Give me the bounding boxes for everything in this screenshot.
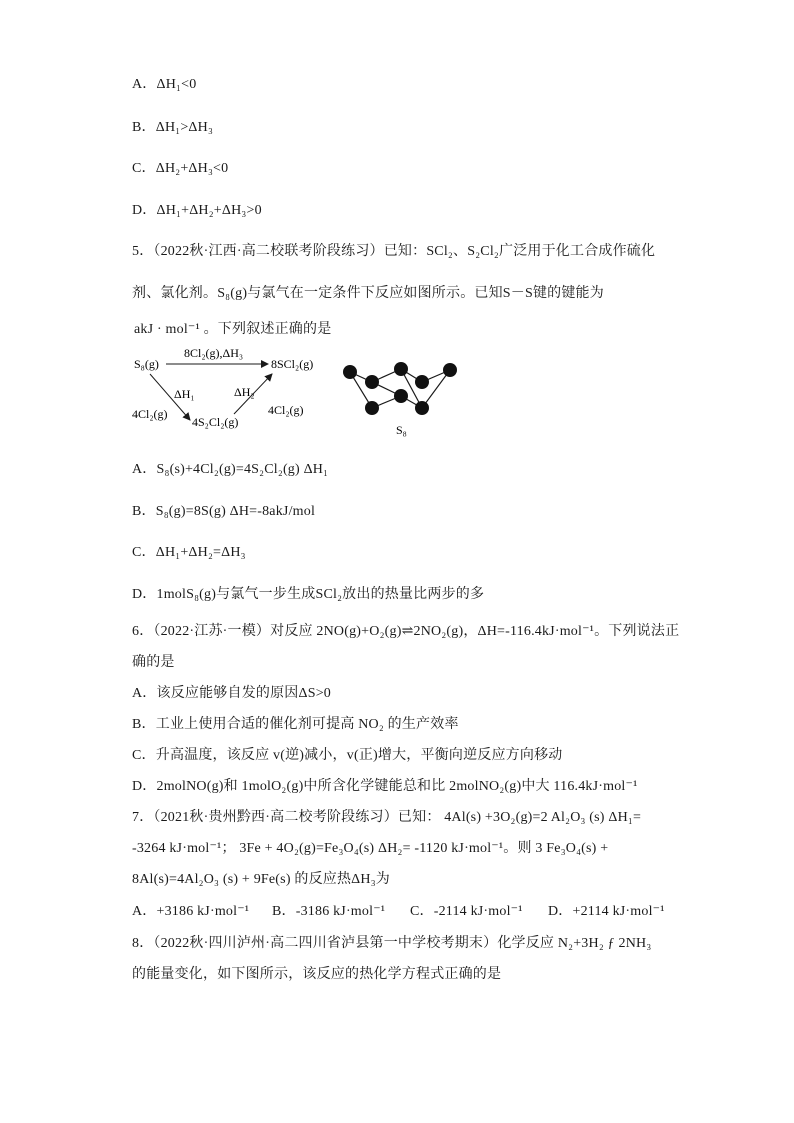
q4-option-b: B．ΔH₁>ΔH₃ <box>132 120 214 135</box>
diagram-product: 8SCl₂(g) <box>271 357 314 371</box>
q6-option-a: A．该反应能够自发的原因ΔS>0 <box>132 686 331 701</box>
diagram-dh1-label: ΔH₁ <box>174 387 195 401</box>
diagram-right-reagent: 4Cl₂(g) <box>268 403 304 417</box>
diagram-dh2-label: ΔH₂ <box>234 385 255 399</box>
q5-stem-line-2: 剂、氯化剂。S₈(g)与氯气在一定条件下反应如图所示。已知S－S键的键能为 <box>132 286 604 301</box>
q5-option-b: B．S₈(g)=8S(g) ΔH=-8akJ/mol <box>132 504 316 519</box>
q5-option-a: A．S₈(s)+4Cl₂(g)=4S₂Cl₂(g) ΔH₁ <box>132 462 329 477</box>
q6-stem-line-1: 6．（2022·江苏·一模）对反应 2NO(g)+O₂(g)⇌2NO₂(g)，ΔH=-116.4kJ·mol⁻¹。下列说法正 <box>132 624 680 639</box>
q7-option-d: D．+2114 kJ·mol⁻¹ <box>548 904 665 919</box>
q7-option-a: A．+3186 kJ·mol⁻¹ <box>132 904 250 919</box>
q4-option-a: A．ΔH₁<0 <box>132 77 197 92</box>
q7-option-c: C．-2114 kJ·mol⁻¹ <box>410 904 523 919</box>
q4-option-c: C．ΔH₂+ΔH₃<0 <box>132 161 229 176</box>
q6-option-c: C．升高温度，该反应 v(逆)减小，v(正)增大，平衡向逆反应方向移动 <box>132 748 563 763</box>
q6-stem-line-2: 确的是 <box>132 655 175 670</box>
q7-stem-line-3: 8Al(s)=4Al₂O₃ (s) + 9Fe(s) 的反应热ΔH₃为 <box>132 872 390 887</box>
q8-stem-line-2: 的能量变化，如下图所示，该反应的热化学方程式正确的是 <box>132 967 502 982</box>
q5-stem-line-1: 5．（2022秋·江西·高二校联考阶段练习）已知：SCl₂、S₂Cl₂广泛用于化工合成作硫化 <box>132 244 656 259</box>
q6-option-b: B．工业上使用合适的催化剂可提高 NO₂ 的生产效率 <box>132 717 459 732</box>
q7-stem-line-2: -3264 kJ·mol⁻¹； 3Fe + 4O₂(g)=Fe₃O₄(s) ΔH₂= -1120 kJ·mol⁻¹。则 3 Fe₃O₄(s) + <box>132 841 609 856</box>
q5-option-c: C．ΔH₁+ΔH₂=ΔH₃ <box>132 545 246 560</box>
s8-label: S₈ <box>396 423 407 437</box>
q6-option-d: D．2molNO(g)和 1molO₂(g)中所含化学键能总和比 2molNO₂(g)中大 116.4kJ·mol⁻¹ <box>132 779 638 794</box>
s8-molecule-diagram <box>336 356 466 446</box>
diagram-middle-species: 4S₂Cl₂(g) <box>192 415 239 429</box>
q8-stem-line-1: 8．（2022秋·四川泸州·高二四川省泸县第一中学校考期末）化学反应 N₂+3H₂ ƒ 2NH₃ <box>132 936 652 951</box>
q4-option-d: D．ΔH₁+ΔH₂+ΔH₃>0 <box>132 203 262 218</box>
q5-stem-line-3: akJ · mol⁻¹ 。下列叙述正确的是 <box>134 322 332 337</box>
q7-stem-line-1: 7．（2021秋·贵州黔西·高二校考阶段练习）已知： 4Al(s) +3O₂(g)=2 Al₂O₃ (s) ΔH₁= <box>132 810 642 825</box>
diagram-start-species: S₈(g) <box>134 357 159 371</box>
q5-option-d: D．1molS₈(g)与氯气一步生成SCl₂放出的热量比两步的多 <box>132 587 485 602</box>
diagram-top-reagent: 8Cl₂(g),ΔH₃ <box>184 346 244 360</box>
diagram-left-reagent: 4Cl₂(g) <box>132 407 168 421</box>
q7-option-b: B．-3186 kJ·mol⁻¹ <box>272 904 386 919</box>
